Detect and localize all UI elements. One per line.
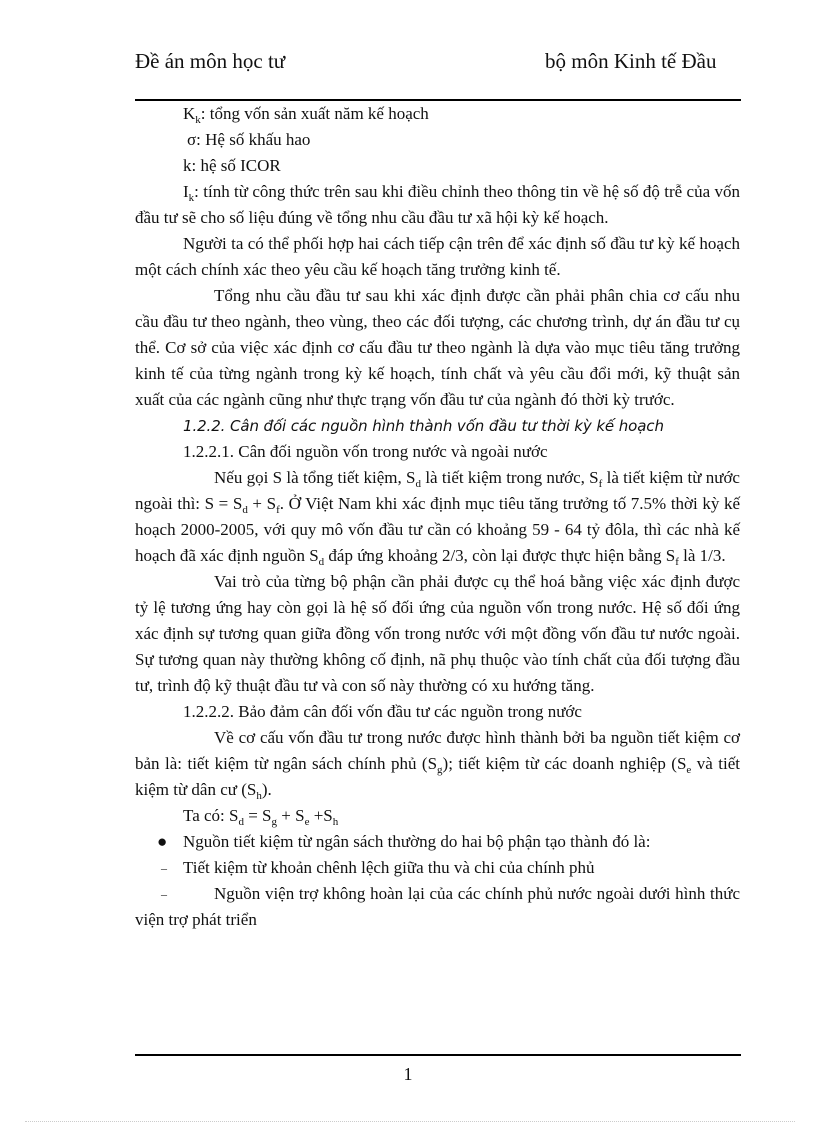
heading-1-2-2-2: 1.2.2.2. Bảo đảm cân đối vốn đầu tư các nguồn trong nước [183, 702, 582, 721]
header-right-title: bộ môn Kinh tế Đầu [545, 49, 717, 73]
header-left-title: Đề án môn học tư [135, 49, 286, 73]
paragraph-3: Nếu gọi S là tổng tiết kiệm, $S_d$ là tiết kiệm trong nước, $S_f$ là tiết kiệm từ nước ngoài thì: $S = S_d + S_f$. Ở Việt Nam khi xác định mục tiêu tăng trưởng tố 7.5% thời kỳ kế hoạch 2000-2005, với quy mô vốn đầu tư cần có khoảng 59 - 64 tỷ đôla, thì các nhà kế hoạch đã xác định nguồn $S_d$ đáp ứng khoảng 2/3, còn lại được thực hiện bằng $S_f$ là 1/3. [135, 468, 740, 568]
footer-divider [135, 1054, 741, 1056]
paragraph-5: Về cơ cấu vốn đầu tư trong nước được hình thành bởi ba nguồn tiết kiệm cơ bản là: tiết kiệm từ ngân sách chính phủ $(S_g)$; tiết kiệm từ các doanh nghiệp ($S_e$ và tiết kiệm từ dân cư $(S_h)$. [135, 728, 740, 802]
def-ik: $I_k$: tính từ công thức trên sau khi điều chỉnh theo thông tin về hệ số độ trễ của vốn đầu tư sẽ cho số liệu đúng về tổng nhu cầu đầu tư xã hội kỳ kế hoạch. [135, 182, 740, 227]
list-item: ● Nguồn tiết kiệm từ ngân sách thường do hai bộ phận tạo thành đó là: [135, 829, 740, 855]
def-kk: $K_k$: tổng vốn sản xuất năm kế hoạch [183, 104, 429, 126]
list-item: – Tiết kiệm từ khoản chênh lệch giữa thu và chi của chính phủ [135, 855, 740, 881]
paragraph-2: Tổng nhu cầu đầu tư sau khi xác định được cần phải phân chia cơ cấu nhu cầu đầu tư theo ngành, theo vùng, theo các đối tượng, các chương trình, dự án đầu tư cụ thể. Cơ sở của việc xác định cơ cấu đầu tư theo ngành là dựa vào mục tiêu tăng trưởng kinh tế của từng ngành trong kỳ kế hoạch, tính chất và yêu cầu đổi mới, kỹ thuật sản xuất của các ngành cũng như thực trạng vốn đầu tư của ngành đó thời kỳ trước. [135, 286, 740, 409]
page-number: 1 [403, 1064, 413, 1084]
page-edge-divider [25, 1121, 795, 1122]
dash-icon: – [161, 887, 167, 901]
def-icor: k: hệ số ICOR [183, 156, 281, 175]
heading-1-2-2-1: 1.2.2.1. Cân đối nguồn vốn trong nước và ngoài nước [183, 442, 548, 461]
paragraph-4: Vai trò của từng bộ phận cần phải được cụ thể hoá bằng việc xác định được tỷ lệ tương ứng hay còn gọi là hệ số đối ứng của nguồn vốn trong nước. Hệ số đối ứng xác định sự tương quan giữa đồng vốn trong nước với một đồng vốn đầu tư nước ngoài. Sự tương quan này thường không cố định, nã phụ thuộc vào tính chất của đối tượng đầu tư, trình độ kỹ thuật đầu tư và con số này thường có xu hướng tăng. [135, 572, 740, 695]
page-body [135, 101, 740, 933]
paragraph-1: Người ta có thể phối hợp hai cách tiếp cận trên để xác định số đầu tư kỳ kế hoạch một cách chính xác theo yêu cầu kế hoạch tăng trưởng kinh tế. [135, 234, 740, 279]
list-item: – Nguồn viện trợ không hoàn lại của các chính phủ nước ngoài dưới hình thức viện trợ phát triển [135, 881, 740, 933]
equation-sd: Ta có: $S_d = S_g + S_e +S_h$ [183, 806, 339, 828]
dash-icon: – [161, 861, 167, 875]
bullet-icon: ● [157, 832, 168, 851]
def-sigma: σ: Hệ số khấu hao [187, 130, 311, 149]
heading-1-2-2: 1.2.2. Cân đối các nguồn hình thành vốn đầu tư thời kỳ kế hoạch [183, 417, 664, 435]
